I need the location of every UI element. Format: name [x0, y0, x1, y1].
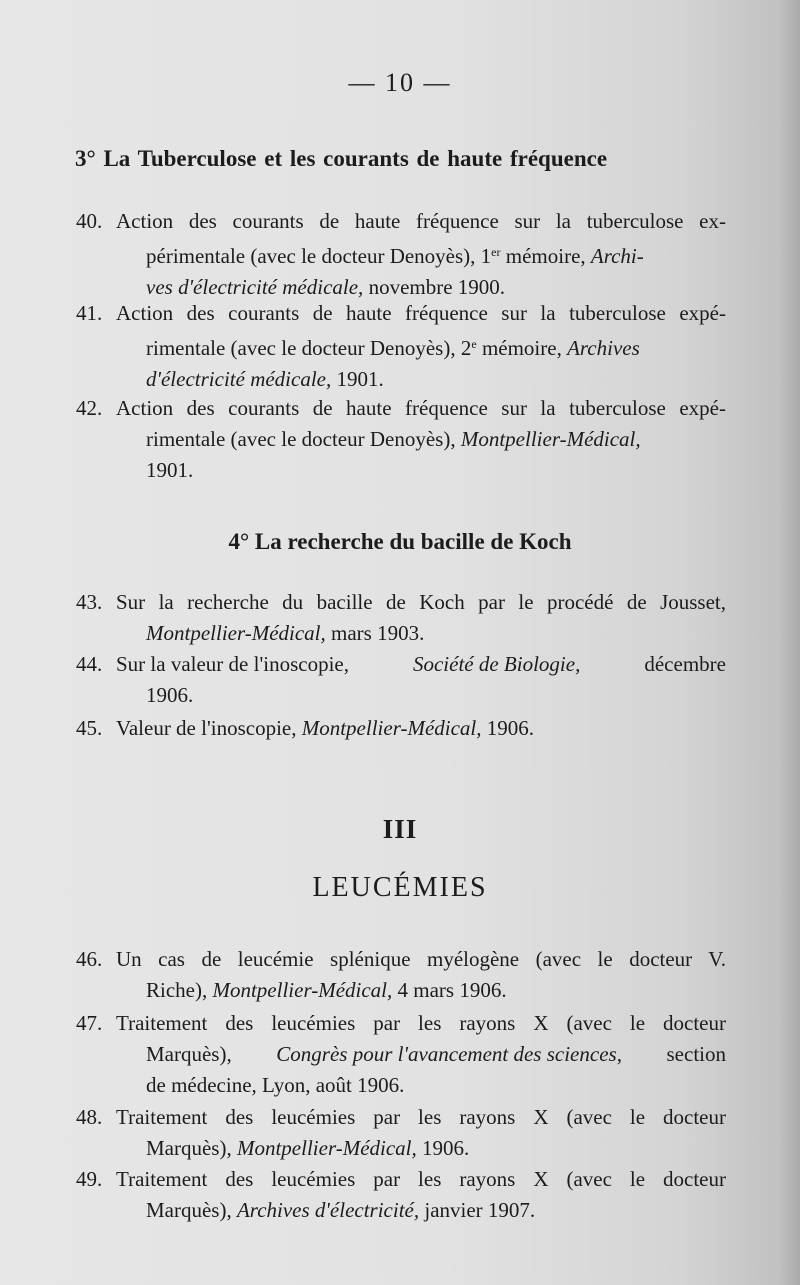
entry-line: Traitement des leucémies par les rayons X (avec le docteur: [116, 1011, 726, 1035]
entry-line: Traitement des leucémies par les rayons X (avec le docteur: [116, 1167, 726, 1191]
entry-line: Action des courants de haute fréquence sur la tuberculose ex-: [116, 209, 726, 233]
entry-text: mars 1903.: [325, 621, 425, 645]
entry-number: 49.: [76, 1167, 103, 1191]
entry-number: 43.: [76, 590, 103, 614]
bibliography-entry-44: [76, 649, 726, 711]
chapter-title: LEUCÉMIES: [312, 872, 488, 903]
entry-line: [116, 713, 726, 744]
part-number: III: [382, 814, 418, 844]
entry-line: [116, 1039, 726, 1070]
entry-text: rimentale (avec le docteur Denoyès),: [146, 427, 461, 451]
journal-title: Montpellier-Médical,: [146, 621, 326, 645]
entry-line: Action des courants de haute fréquence sur la tuberculose expé-: [116, 301, 726, 325]
entry-line: 1901.: [146, 458, 194, 482]
entry-text: Marquès),: [146, 1198, 237, 1222]
entry-number: 48.: [76, 1105, 103, 1129]
section-heading-koch: 4° La recherche du bacille de Koch: [228, 529, 572, 554]
entry-number: 46.: [76, 947, 103, 971]
entry-text: section: [666, 1042, 726, 1066]
entry-line: Traitement des leucémies par les rayons X (avec le docteur: [116, 1105, 726, 1129]
journal-title: Montpellier-Médical,: [236, 1136, 417, 1160]
journal-title: d'électricité médicale,: [146, 367, 332, 391]
entry-number: 41.: [76, 301, 103, 325]
entry-text: mémoire,: [476, 336, 568, 360]
entry-number: 42.: [76, 396, 103, 420]
entry-number: 44.: [76, 652, 103, 676]
entry-number: 47.: [76, 1011, 103, 1035]
entry-text: 4 mars 1906.: [392, 978, 507, 1002]
journal-title: Archi-: [590, 244, 644, 268]
entry-line: [116, 329, 726, 364]
journal-title: ves d'électricité médicale,: [146, 275, 364, 299]
journal-title: Montpellier-Médical,: [212, 978, 393, 1002]
entry-line: [116, 424, 726, 455]
entry-line: Action des courants de haute fréquence sur la tuberculose expé-: [116, 396, 726, 420]
journal-title: Congrès pour l'avancement des sciences,: [276, 1042, 622, 1066]
journal-title: Société de Biologie,: [412, 652, 581, 676]
bibliography-entry-46: [76, 944, 726, 1006]
entry-text: Marquès),: [146, 1136, 237, 1160]
bibliography-entry-43: [76, 587, 726, 649]
entry-number: 45.: [76, 716, 103, 740]
entry-line: Un cas de leucémie splénique myélogène (avec le docteur V.: [116, 947, 726, 971]
entry-line: [116, 364, 726, 395]
entry-line: [116, 975, 726, 1006]
entry-text: 1906.: [416, 1136, 470, 1160]
page-number: — 10 —: [348, 68, 452, 97]
bibliography-entry-49: [76, 1164, 726, 1226]
entry-line: [116, 1195, 726, 1226]
entry-text: janvier 1907.: [419, 1198, 536, 1222]
bibliography-entry-47: [76, 1008, 726, 1101]
entry-text: Valeur de l'inoscopie,: [116, 716, 302, 740]
entry-text: Marquès),: [146, 1042, 232, 1066]
entry-line: 1906.: [146, 683, 194, 707]
entry-text: rimentale (avec le docteur Denoyès), 2: [146, 336, 472, 360]
bibliography-entry-48: [76, 1102, 726, 1164]
entry-line: Sur la recherche du bacille de Koch par le procédé de Jousset,: [116, 590, 726, 614]
entry-text: Sur la valeur de l'inoscopie,: [116, 652, 349, 676]
entry-text: Riche),: [146, 978, 213, 1002]
entry-line: [116, 1133, 726, 1164]
entry-line: [116, 649, 726, 680]
entry-text: mémoire,: [500, 244, 591, 268]
bibliography-entry-41: [76, 298, 726, 395]
entry-number: 40.: [76, 209, 103, 233]
entry-text: périmentale (avec le docteur Denoyès), 1: [146, 244, 492, 268]
bibliography-entry-45: [76, 713, 726, 744]
bibliography-entry-40: [76, 206, 726, 303]
entry-text: 1901.: [331, 367, 384, 391]
entry-line: [116, 237, 726, 272]
journal-title: Montpellier-Médical,: [301, 716, 482, 740]
journal-title: Archives d'électricité,: [236, 1198, 420, 1222]
page-edge-shadow: [778, 0, 800, 1285]
entry-line: [116, 618, 726, 649]
superscript: er: [491, 245, 501, 259]
section-heading-tuberculose: 3° La Tuberculose et les courants de haute fréquence: [75, 146, 608, 171]
entry-text: 1906.: [481, 716, 535, 740]
journal-title: Archives: [567, 336, 640, 360]
entry-text: novembre 1900.: [363, 275, 506, 299]
entry-text: décembre: [644, 652, 726, 676]
journal-title: Montpellier-Médical,: [460, 427, 641, 451]
entry-line: de médecine, Lyon, août 1906.: [146, 1073, 405, 1097]
bibliography-entry-42: [76, 393, 726, 486]
superscript: e: [471, 337, 477, 351]
